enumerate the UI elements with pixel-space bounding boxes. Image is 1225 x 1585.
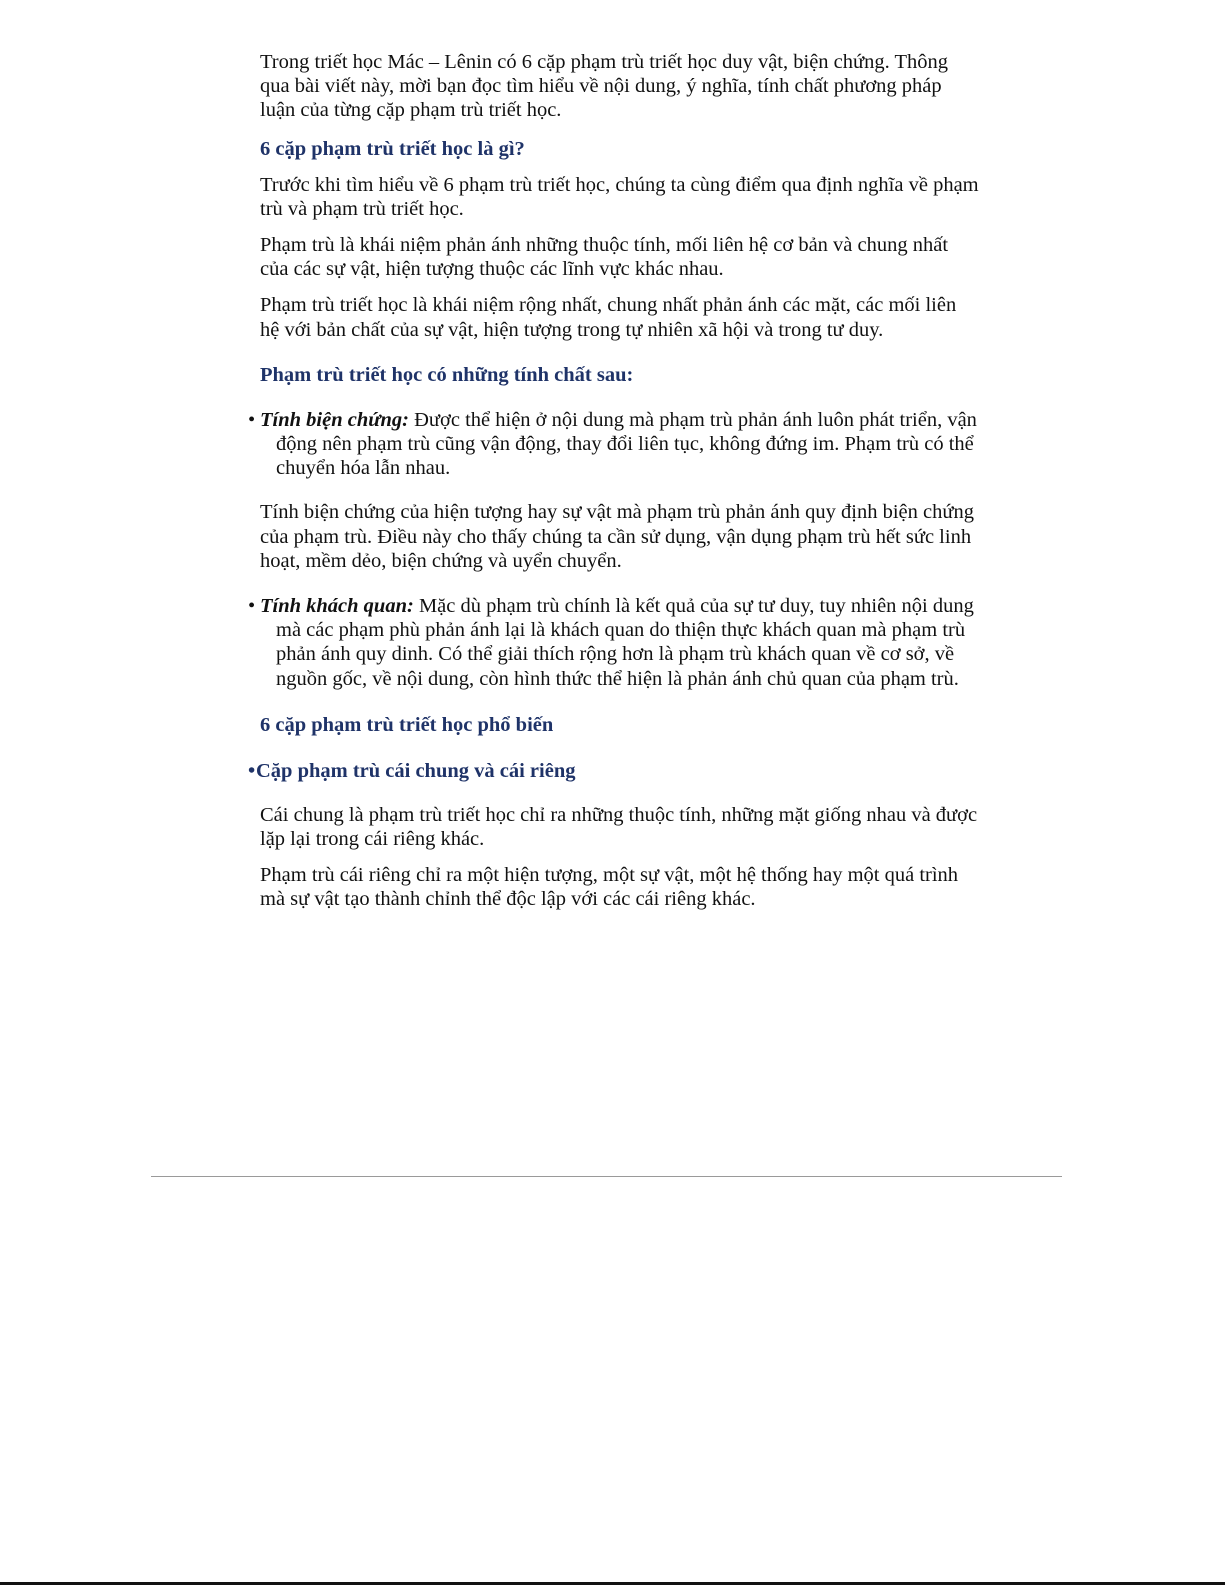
article-body — [248, 50, 980, 912]
bullet-dialectical-body: Được thể hiện ở nội dung mà phạm trù phản ánh luôn phát triển, vận động nên phạm trù cũng vận động, thay đổi liên tục, không đứng im. Phạm trù có thể chuyển hóa lẫn nhau. — [276, 408, 977, 480]
subheading-general-particular: Cặp phạm trù cái chung và cái riêng — [256, 759, 576, 782]
philosophical-category-definition-paragraph: Phạm trù triết học là khái niệm rộng nhất, chung nhất phản ánh các mặt, các mối liên hệ với bản chất của sự vật, hiện tượng trong tự nhiên xã hội và trong tư duy. — [260, 294, 957, 341]
bullet-dialectical — [248, 408, 980, 481]
category-definition-paragraph: Phạm trù là khái niệm phản ánh những thuộc tính, mối liên hệ cơ bản và chung nhất của các sự vật, hiện tượng thuộc các lĩnh vực khác nhau. — [260, 234, 949, 281]
bullet-dialectical-lead: Tính biện chứng: — [260, 408, 409, 431]
bullet-symbol: • — [248, 759, 256, 782]
definition-intro-paragraph: Trước khi tìm hiểu về 6 phạm trù triết học, chúng ta cùng điểm qua định nghĩa về phạm trù và phạm trù triết học. — [260, 173, 979, 220]
section-heading-properties: Phạm trù triết học có những tính chất sau: — [260, 363, 634, 386]
bullet-symbol: • — [248, 408, 256, 431]
bullet-objective-text — [260, 594, 980, 691]
bullet-general-particular — [248, 759, 980, 783]
section-heading-what-is: 6 cặp phạm trù triết học là gì? — [260, 137, 525, 160]
horizontal-divider — [151, 1176, 1062, 1177]
bullet-objective-lead: Tính khách quan: — [260, 595, 414, 618]
bullet-objective — [248, 594, 980, 691]
bullet-dialectical-text — [260, 408, 980, 481]
general-definition-paragraph: Cái chung là phạm trù triết học chỉ ra những thuộc tính, những mặt giống nhau và được lặp lại trong cái riêng khác. — [260, 803, 978, 851]
intro-paragraph: Trong triết học Mác – Lênin có 6 cặp phạm trù triết học duy vật, biện chứng. Thông qua bài viết này, mời bạn đọc tìm hiểu về nội dung, ý nghĩa, tính chất phương pháp luận của từng cặp phạm trù triết học. — [260, 51, 949, 122]
particular-definition-paragraph: Phạm trù cái riêng chỉ ra một hiện tượng, một sự vật, một hệ thống hay một quá trình mà sự vật tạo thành chỉnh thể độc lập với các cái riêng khác. — [260, 864, 959, 911]
bullet-objective-body: Mặc dù phạm trù chính là kết quả của sự tư duy, tuy nhiên nội dung mà các phạm phù phản ánh lại là khách quan do thiện thực khách quan mà phạm trù phản ánh quy dinh. Có thể giải thích rộng hơn là phạm trù khách quan về cơ sở, về nguồn gốc, về nội dung, còn hình thức thể hiện là phản ánh chủ quan của phạm trù. — [276, 595, 974, 690]
dialectical-explanation-paragraph: Tính biện chứng của hiện tượng hay sự vật mà phạm trù phản ánh quy định biện chứng của phạm trù. Điều này cho thấy chúng ta cần sử dụng, vận dụng phạm trù hết sức linh hoạt, mềm dẻo, biện chứng và uyển chuyển. — [260, 501, 974, 572]
section-heading-six-pairs: 6 cặp phạm trù triết học phổ biến — [260, 713, 554, 736]
bullet-symbol: • — [248, 595, 256, 618]
